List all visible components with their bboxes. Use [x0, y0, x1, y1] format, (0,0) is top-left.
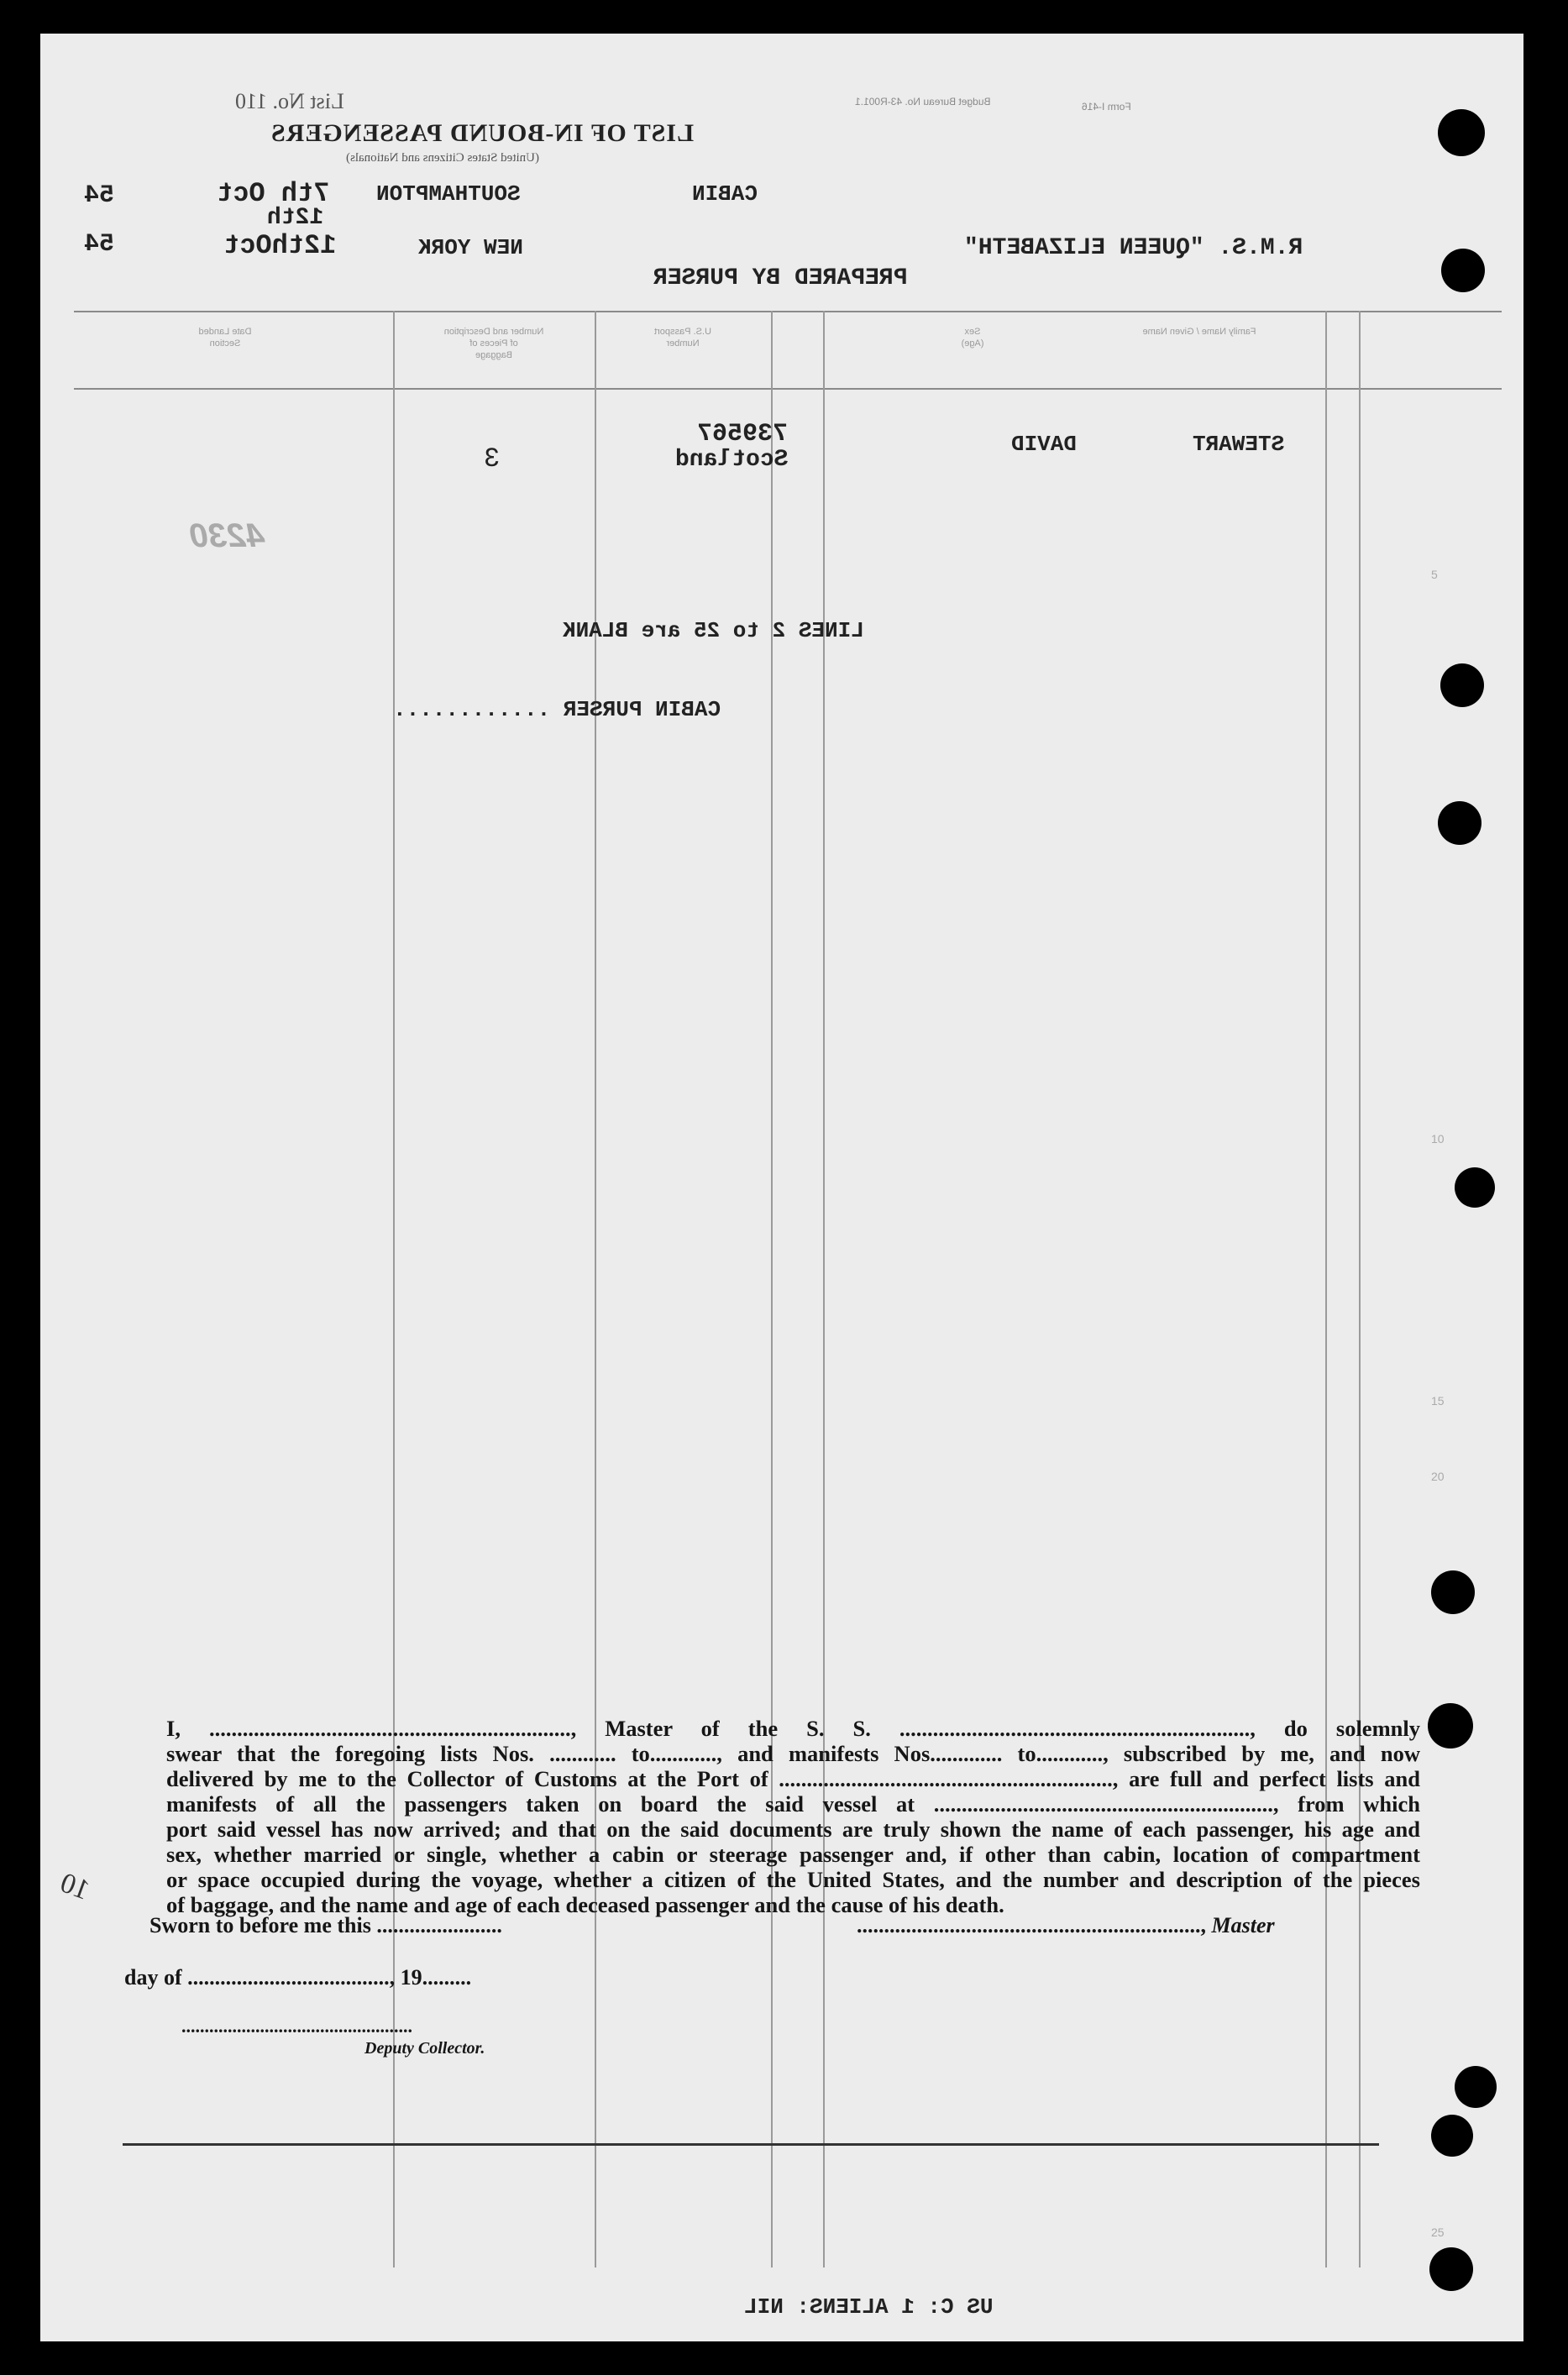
punch-hole	[1455, 2066, 1497, 2108]
bottom-rule	[123, 2143, 1379, 2146]
arrival-date: 12thOct	[223, 230, 337, 261]
prepared-by: PREPARED BY PURSER	[653, 265, 908, 291]
col-head-3: U.S. Passport Number	[654, 327, 711, 349]
sailing-year: 54	[84, 181, 115, 210]
col-head-4: Sex (Age)	[961, 327, 984, 349]
col-divider-3	[771, 311, 773, 2268]
master-signature-line	[857, 1913, 1275, 1938]
deputy-collector-label: Deputy Collector.	[364, 2039, 485, 2058]
punch-hole	[1431, 2115, 1473, 2157]
passenger-given-name: DAVID	[1011, 432, 1078, 457]
manifest-page	[40, 34, 1523, 2341]
row-number-25: 25	[1431, 2226, 1445, 2239]
col-head-2: Number and Description of Pieces of Baggage	[443, 327, 544, 360]
table-header-rule	[74, 388, 1502, 390]
oath-line-3: delivered by me to the Collector of Customs at the Port of ............................................................, are full and perfect lists and	[166, 1766, 1420, 1791]
landing-stamp: 4230	[190, 517, 265, 554]
vessel-name: R.M.S. "QUEEN ELIZABETH"	[964, 235, 1303, 261]
table-top-rule	[74, 311, 1502, 312]
punch-hole	[1455, 1167, 1495, 1208]
col-divider-6	[1359, 311, 1361, 2268]
deputy-dots: ..................................................	[181, 2016, 412, 2037]
oath-line-8: of baggage, and the name and age of each deceased passenger and the cause of his death.	[166, 1892, 1004, 1917]
punch-hole	[1438, 109, 1485, 156]
form-notes-right: Form I-416	[1082, 101, 1131, 113]
list-subtitle: (United States Citizens and Nationals)	[346, 151, 539, 165]
passport-number: 739567	[697, 420, 789, 448]
col-divider-2	[595, 311, 596, 2268]
arrival-port: NEW YORK	[418, 235, 523, 260]
row-number-10: 10	[1431, 1132, 1445, 1146]
oath-line-1: I, ................................................................., Master of the S. S. ..............................................................., do solemnly	[166, 1716, 1420, 1741]
oath-line-2: swear that the foregoing lists Nos. ............ to............, and manifests Nos............. to............, subscribed by me, and now	[166, 1741, 1420, 1766]
punch-hole	[1441, 249, 1485, 292]
oath-line-6: sex, whether married or single, whether a cabin or steerage passenger and, if other than cabin, location of compartment	[166, 1842, 1420, 1867]
class: CABIN	[692, 181, 758, 207]
oath-line-7: or space occupied during the voyage, whether a citizen of the United States, and the number and description of the pieces	[166, 1867, 1420, 1892]
footer-summary: US C: 1 ALIENS: NIL	[744, 2294, 994, 2320]
from-port: SOUTHAMPTON	[376, 181, 521, 207]
col-divider-5	[1325, 311, 1327, 2268]
sworn-line: Sworn to before me this .......................	[149, 1913, 502, 1937]
row-number-20: 20	[1431, 1470, 1445, 1483]
day-of-line: day of ....................................., 19.........	[124, 1965, 472, 1990]
sailing-date: 7th Oct	[217, 178, 330, 209]
passenger-surname: STEWART	[1193, 432, 1285, 457]
col-head-5: Family Name / Given Name	[1142, 327, 1256, 337]
punch-hole	[1428, 1703, 1473, 1748]
master-dots: ...............................................................,	[857, 1913, 1206, 1937]
punch-hole	[1440, 663, 1484, 707]
list-number: List No. 110	[235, 89, 344, 113]
col-head-1: Date Landed Section	[198, 327, 252, 349]
oath-line-5: port said vessel has now arrived; and that on the said documents are truly shown the name of each passenger, his age and	[166, 1817, 1420, 1842]
signed-by-purser: CABIN PURSER ............	[393, 697, 721, 722]
oath-line-4: manifests of all the passengers taken on board the said vessel at ............................................................., from which	[166, 1791, 1420, 1817]
punch-hole	[1438, 801, 1481, 845]
baggage-count: 3	[484, 443, 501, 474]
blank-lines-note: LINES 2 to 25 are BLANK	[563, 618, 864, 643]
margin-mark: 10	[55, 1867, 94, 1906]
list-title: LIST OF IN-BOUND PASSENGERS	[270, 119, 695, 147]
row-number-5: 5	[1431, 568, 1438, 581]
punch-hole	[1431, 1570, 1475, 1614]
passport-place: Scotland	[675, 447, 789, 473]
col-divider-4	[823, 311, 825, 2268]
arrival-date-struck: 12th	[267, 205, 324, 231]
form-notes-left: Budget Bureau No. 43-R001.1	[855, 96, 991, 107]
master-label: Master	[1211, 1913, 1275, 1937]
punch-hole	[1429, 2247, 1473, 2291]
arrival-year: 54	[84, 230, 115, 259]
master-oath	[166, 1716, 1420, 1917]
row-number-15: 15	[1431, 1394, 1445, 1408]
